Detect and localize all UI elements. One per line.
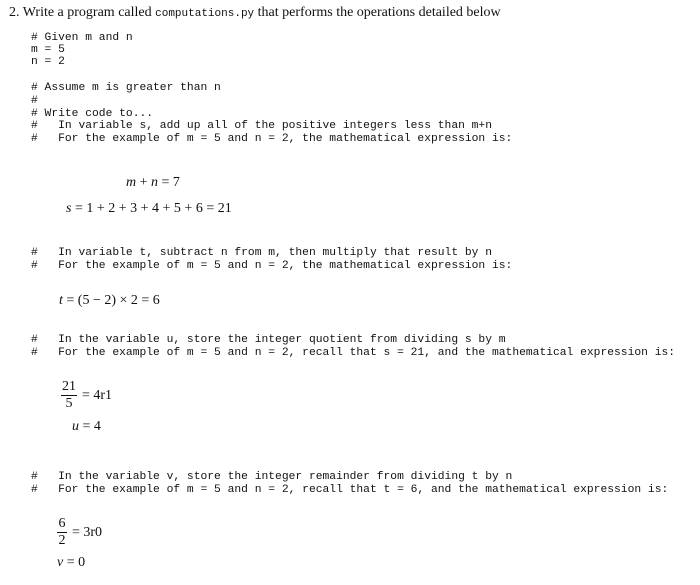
math-t-expression: t = (5 − 2) × 2 = 6	[59, 293, 160, 308]
code-comment-v-example: # For the example of m = 5 and n = 2, recall that t = 6, and the mathematical expression is:	[31, 484, 669, 496]
math-s-expression: s = 1 + 2 + 3 + 4 + 5 + 6 = 21	[66, 201, 232, 216]
fraction-denominator: 2	[58, 533, 66, 548]
math-u-fraction	[61, 380, 77, 411]
code-n-assign: n = 2	[31, 56, 65, 68]
code-comment-write-code: # Write code to...	[31, 108, 154, 120]
fraction-numerator: 21	[62, 379, 76, 394]
filename: computations.py	[155, 8, 255, 20]
math-v-expression: v = 0	[57, 555, 86, 570]
code-comment-t-instruction: # In variable t, subtract n from m, then multiply that result by n	[31, 247, 492, 259]
code-comment-v-instruction: # In the variable v, store the integer remainder from dividing t by n	[31, 471, 513, 483]
math-u-quotient: = 4r1	[82, 388, 113, 403]
math-m-plus-n: m + n = 7	[126, 175, 180, 190]
question-heading	[9, 5, 501, 21]
heading-suffix: that performs the operations detailed below	[257, 5, 501, 20]
heading-prefix: Write a program called	[22, 5, 152, 20]
code-comment-s-instruction: # In variable s, add up all of the positive integers less than m+n	[31, 120, 492, 132]
code-comment-assume: # Assume m is greater than n	[31, 82, 221, 94]
fraction-denominator: 5	[65, 396, 73, 411]
question-number: 2.	[9, 5, 20, 20]
code-comment-u-example: # For the example of m = 5 and n = 2, recall that s = 21, and the mathematical expression is:	[31, 347, 676, 359]
code-comment-t-example: # For the example of m = 5 and n = 2, the mathematical expression is:	[31, 260, 513, 272]
code-comment-s-example: # For the example of m = 5 and n = 2, the mathematical expression is:	[31, 133, 513, 145]
code-comment-given: # Given m and n	[31, 32, 133, 44]
code-comment-u-instruction: # In the variable u, store the integer quotient from dividing s by m	[31, 334, 506, 346]
code-comment-blank: #	[31, 95, 38, 107]
fraction-numerator: 6	[58, 516, 66, 531]
math-u-expression: u = 4	[72, 419, 101, 434]
math-v-fraction	[57, 517, 67, 548]
code-m-assign: m = 5	[31, 44, 65, 56]
math-v-remainder: = 3r0	[72, 525, 103, 540]
